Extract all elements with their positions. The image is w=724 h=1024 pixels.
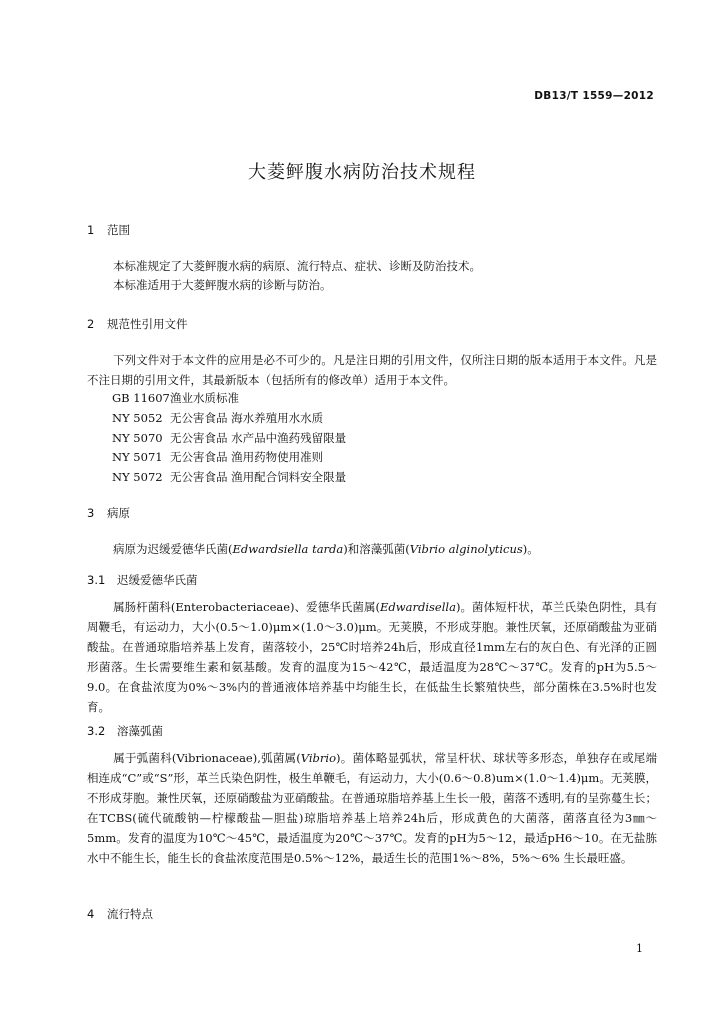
section-title: 规范性引用文件 (107, 317, 188, 331)
reference-item: NY 5071 无公害食品 渔用药物使用准则 (112, 450, 324, 465)
section-number: 3.2 (87, 724, 106, 738)
normative-references-list (112, 389, 346, 488)
section-number: 1 (87, 223, 95, 237)
section-number: 3 (87, 506, 95, 520)
section-title: 病原 (107, 506, 130, 520)
page-number: 1 (636, 942, 643, 955)
section-3-paragraph: 病原为迟缓爱德华氏菌(Edwardsiella tarda)和溶藻弧菌(Vibrio alginolyticus)。 (113, 542, 539, 556)
section-3-2-paragraph: 属于弧菌科(Vibrionaceae),弧菌属(Vibrio)。菌体略显弧状，常呈杆状、球状等多形态，单独存在或尾端相连成“C”或“S”形，革兰氏染色阴性，极生单鞭毛，有运动力，大小(0.6～0.8)um×(1.0～1.4)μm。无荚膜，不形成芽胞。兼性厌氧，还原硝酸盐为亚硝酸盐。在普通琼脂培养基上生长一般，菌落不透明,有的呈弥蔓生长；在TCBS(硫代硫酸钠—柠檬酸盐—胆盐)琼脂培养基上培养24h后，形成黄色的大菌落，菌落直径为3㎜～5mm。发育的温度为10℃～45℃，最适温度为20℃～37℃。发育的pH为5～12，最适pH6～10。在无盐胨水中不能生长，能生长的食盐浓度范围是0.5%～12%，最适生长的范围1%～8%，5%～6% 生长最旺盛。 (87, 751, 658, 865)
section-2-intro: 下列文件对于本文件的应用是必不可少的。凡是注日期的引用文件，仅所注日期的版本适用于本文件。凡是不注日期的引用文件，其最新版本（包括所有的修改单）适用于本文件。 (87, 353, 657, 387)
standard-code: DB13/T 1559—2012 (534, 90, 654, 102)
section-3-heading (87, 505, 130, 521)
reference-item: NY 5070 无公害食品 水产品中渔药残留限量 (112, 430, 347, 445)
section-1-paragraph-1: 本标准规定了大菱鲆腹水病的病原、流行特点、症状、诊断及防治技术。 (113, 259, 481, 273)
reference-item: GB 11607渔业水质标准 (112, 391, 239, 405)
section-title: 范围 (107, 223, 130, 237)
section-number: 4 (87, 907, 95, 921)
section-title: 流行特点 (107, 907, 153, 921)
section-2-heading (87, 316, 188, 332)
section-3-1-paragraph: 属肠杆菌科(Enterobacteriaceae)、爱德华氏菌属(Edwardisella)。菌体短杆状，革兰氏染色阴性，具有周鞭毛，有运动力，大小(0.5～1.0)μm×(1.0～3.0)μm。无荚膜，不形成芽胞。兼性厌氧，还原硝酸盐为亚硝酸盐。在普通琼脂培养基上发育，菌落较小，25℃时培养24h后，形成直径1mm左右的灰白色、有光泽的正圆形菌落。生长需要维生素和氨基酸。发育的温度为15～42℃，最适温度为28℃～37℃。发育的pH为5.5～9.0。在食盐浓度为0%～3%内的普通液体培养基中均能生长，在低盐生长繁殖快些，部分菌株在3.5%时也发育。 (87, 600, 657, 714)
reference-item: NY 5052 无公害食品 海水养殖用水水质 (112, 410, 324, 425)
section-3-1-heading (87, 572, 198, 588)
section-3-2-heading (87, 723, 163, 739)
section-number: 2 (87, 317, 95, 331)
section-number: 3.1 (87, 573, 106, 587)
document-title: 大菱鲆腹水病防治技术规程 (248, 162, 476, 183)
reference-item: NY 5072 无公害食品 渔用配合饲料安全限量 (112, 470, 347, 485)
section-1-paragraph-2: 本标准适用于大菱鲆腹水病的诊断与防治。 (113, 278, 332, 292)
section-title: 溶藻弧菌 (117, 724, 163, 738)
section-title: 迟缓爱德华氏菌 (117, 573, 198, 587)
section-4-heading (87, 906, 153, 922)
section-1-heading (87, 222, 130, 238)
